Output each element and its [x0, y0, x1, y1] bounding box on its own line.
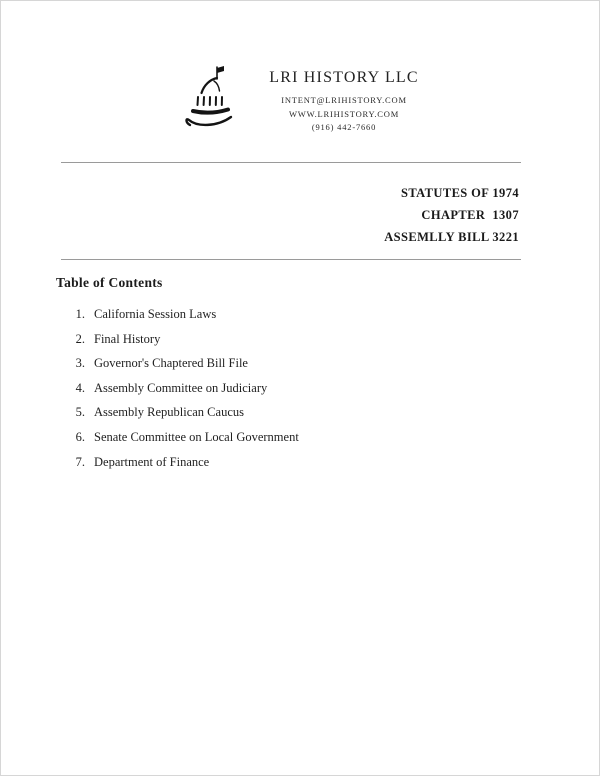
statutes-year-line: STATUTES OF 1974: [401, 186, 519, 200]
divider-bottom: [61, 259, 521, 260]
toc-item-label: Department of Finance: [94, 454, 210, 469]
toc-item-label: Assembly Republican Caucus: [94, 405, 244, 420]
statute-block: [384, 182, 519, 248]
toc-item-number: 5.: [75, 405, 85, 420]
toc-item: [69, 381, 299, 406]
divider-top: [61, 162, 521, 163]
toc-item-label: Senate Committee on Local Government: [94, 429, 299, 444]
letterhead-text: [269, 63, 419, 135]
company-website: WWW.LRIHISTORY.COM: [288, 108, 400, 119]
capitol-sketch-icon: [181, 65, 243, 139]
toc-item-number: 2.: [75, 331, 85, 346]
toc-list: [69, 307, 299, 479]
letterhead: [1, 63, 599, 139]
toc-item: [69, 307, 299, 332]
assembly-bill-line: ASSEMLLY BILL 3221: [384, 230, 519, 244]
toc-item-number: 4.: [75, 380, 85, 395]
chapter-line: CHAPTER 1307: [421, 208, 519, 222]
toc-item: [69, 405, 299, 430]
toc-item-number: 7.: [75, 454, 85, 469]
toc-item-number: 3.: [75, 356, 85, 371]
toc-item-label: California Session Laws: [94, 307, 217, 321]
company-name: LRI HISTORY LLC: [269, 69, 419, 86]
toc-title: Table of Contents: [56, 275, 163, 290]
toc-item: [69, 455, 299, 480]
toc-item-label: Governor's Chaptered Bill File: [94, 356, 248, 371]
toc-item: [69, 332, 299, 357]
toc-item: [69, 356, 299, 381]
company-phone: (916) 442-7660: [311, 122, 377, 132]
toc-item-number: 6.: [75, 429, 85, 444]
toc-item-label: Final History: [94, 331, 161, 346]
company-email: INTENT@LRIHISTORY.COM: [281, 95, 407, 105]
toc-item: [69, 430, 299, 455]
toc-item-number: 1.: [75, 307, 85, 321]
toc-item-label: Assembly Committee on Judiciary: [94, 380, 268, 395]
